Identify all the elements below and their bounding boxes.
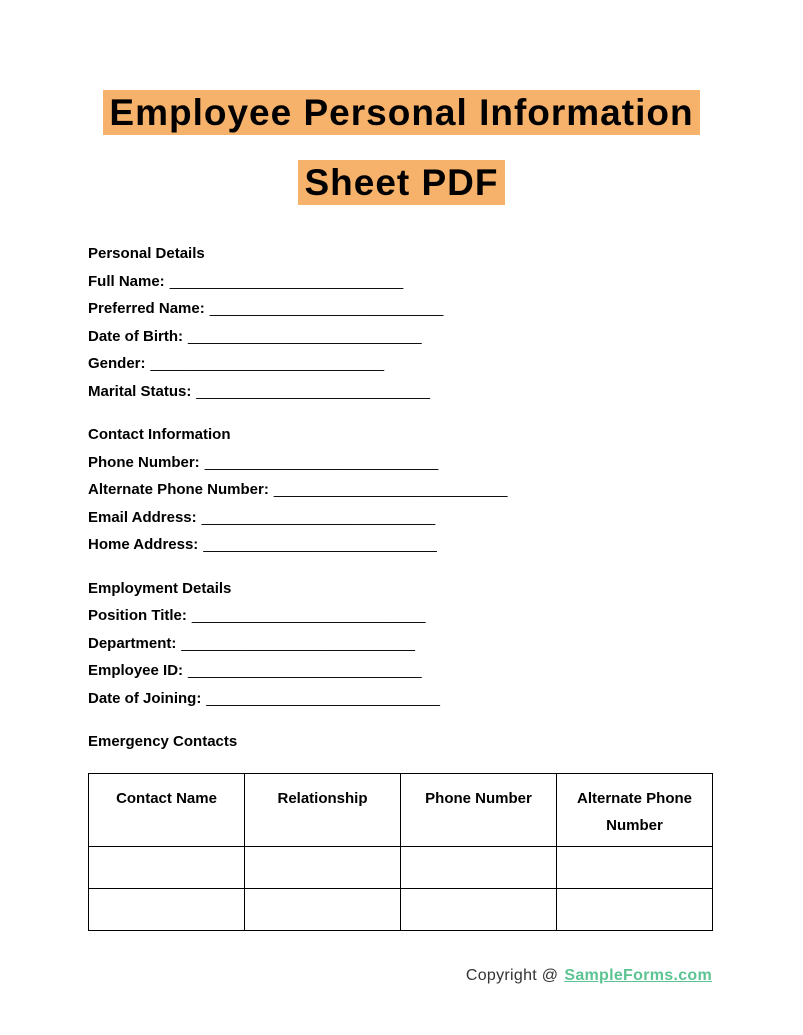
blank-line: ____________________________ bbox=[181, 634, 415, 652]
field-preferred-name bbox=[88, 295, 712, 323]
section-personal-details bbox=[88, 240, 712, 405]
field-date-of-birth bbox=[88, 323, 712, 351]
emergency-contacts-table bbox=[88, 773, 713, 931]
field-label: Email Address: bbox=[88, 508, 197, 526]
table-cell bbox=[245, 846, 401, 888]
table-header-alternate-phone-number: Alternate Phone Number bbox=[557, 773, 713, 846]
footer bbox=[88, 967, 712, 985]
field-full-name bbox=[88, 268, 712, 296]
table-header-relationship: Relationship bbox=[245, 773, 401, 846]
section-heading-personal-details: Personal Details bbox=[88, 245, 205, 262]
field-marital-status bbox=[88, 378, 712, 406]
field-label: Gender: bbox=[88, 355, 146, 372]
blank-line: ____________________________ bbox=[169, 272, 404, 290]
table-cell bbox=[401, 888, 557, 930]
form-content bbox=[88, 240, 712, 931]
field-label: Phone Number: bbox=[88, 453, 200, 471]
field-department bbox=[88, 630, 712, 658]
blank-line: ____________________________ bbox=[206, 689, 440, 707]
section-emergency-contacts bbox=[88, 728, 712, 931]
table-cell bbox=[89, 888, 245, 930]
blank-line: ____________________________ bbox=[273, 481, 508, 498]
section-heading-contact-information: Contact Information bbox=[88, 426, 231, 443]
field-label: Marital Status: bbox=[88, 382, 192, 400]
field-label: Full Name: bbox=[88, 272, 165, 290]
section-contact-information bbox=[88, 421, 712, 559]
field-date-of-joining bbox=[88, 685, 712, 713]
field-phone-number bbox=[88, 449, 712, 477]
blank-line: ____________________________ bbox=[204, 453, 439, 471]
field-position-title bbox=[88, 602, 712, 630]
field-label: Alternate Phone Number: bbox=[88, 481, 269, 498]
copyright-text: Copyright @ bbox=[465, 966, 559, 984]
document-title bbox=[0, 0, 803, 218]
field-label: Position Title: bbox=[88, 607, 187, 624]
field-employee-id bbox=[88, 657, 712, 685]
field-label: Employee ID: bbox=[88, 662, 184, 679]
section-heading-employment-details: Employment Details bbox=[88, 579, 232, 597]
table-row bbox=[89, 846, 713, 888]
field-label: Date of Joining: bbox=[88, 689, 202, 707]
table-cell bbox=[401, 846, 557, 888]
field-label: Home Address: bbox=[88, 536, 199, 553]
section-employment-details bbox=[88, 575, 712, 713]
field-gender bbox=[88, 350, 712, 378]
section-heading-emergency-contacts: Emergency Contacts bbox=[88, 733, 238, 750]
table-cell bbox=[89, 846, 245, 888]
blank-line: ____________________________ bbox=[191, 607, 426, 624]
blank-line: ____________________________ bbox=[196, 382, 430, 400]
table-cell bbox=[557, 846, 713, 888]
table-cell bbox=[557, 888, 713, 930]
sampleforms-link[interactable]: SampleForms.com bbox=[564, 966, 712, 984]
table-cell bbox=[245, 888, 401, 930]
blank-line: ____________________________ bbox=[201, 508, 436, 526]
field-label: Preferred Name: bbox=[88, 300, 205, 317]
table-header-row bbox=[89, 773, 713, 846]
field-label: Date of Birth: bbox=[88, 327, 183, 345]
blank-line: ____________________________ bbox=[188, 327, 422, 345]
blank-line: ____________________________ bbox=[209, 300, 444, 317]
field-home-address bbox=[88, 531, 712, 559]
field-alternate-phone-number bbox=[88, 476, 712, 504]
table-header-phone-number: Phone Number bbox=[401, 773, 557, 846]
blank-line: ____________________________ bbox=[203, 536, 437, 553]
blank-line: ____________________________ bbox=[188, 662, 422, 679]
title-line-1: Employee Personal Information bbox=[103, 90, 699, 135]
field-label: Department: bbox=[88, 634, 177, 652]
table-header-contact-name: Contact Name bbox=[89, 773, 245, 846]
blank-line: ____________________________ bbox=[150, 355, 385, 372]
title-line-2: Sheet PDF bbox=[298, 160, 504, 205]
table-row bbox=[89, 888, 713, 930]
field-email-address bbox=[88, 504, 712, 532]
